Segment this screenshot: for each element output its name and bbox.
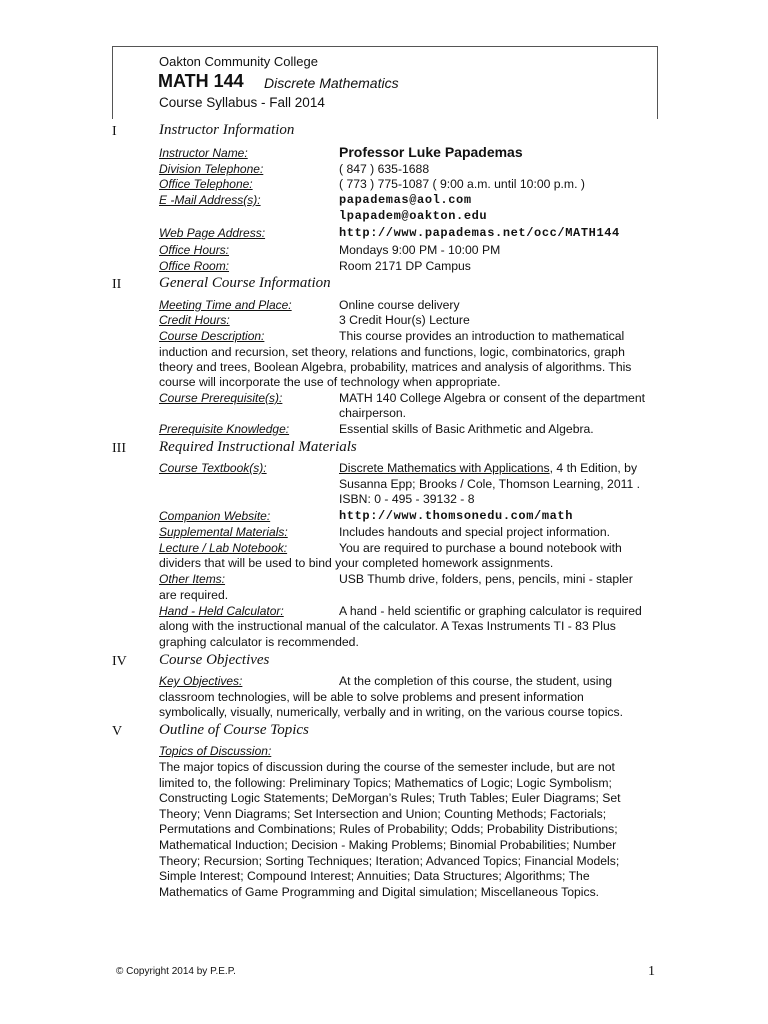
topics-line: Theory; Recursion; Sorting Techniques; Iteration; Advanced Topics; Financial Models; (159, 854, 620, 868)
division-telephone: ( 847 ) 635-1688 (339, 162, 430, 176)
topics-line: Permutations and Combinations; Rules of Probability; Odds; Probability Distributions; (159, 822, 618, 836)
label-office-room: Office Room: (159, 259, 230, 273)
label-prerequisites: Course Prerequisite(s): (159, 391, 283, 405)
office-hours: Mondays 9:00 PM - 10:00 PM (339, 243, 501, 257)
credit-hours: 3 Credit Hour(s) Lecture (339, 313, 470, 327)
web-page-link[interactable]: http://www.papademas.net/occ/MATH144 (339, 226, 620, 240)
section-title-instructor: Instructor Information (159, 122, 295, 138)
calculator-line: A hand - held scientific or graphing calculator is required (339, 604, 642, 618)
topics-line: The major topics of discussion during the course of the semester include, but are not (159, 760, 615, 774)
textbook-edition: , 4 th Edition, by (549, 461, 638, 475)
college-name: Oakton Community College (159, 54, 318, 69)
calculator-line: graphing calculator is recommended. (159, 635, 359, 649)
label-notebook: Lecture / Lab Notebook: (159, 541, 288, 555)
label-web-page: Web Page Address: (159, 226, 266, 240)
label-key-objectives: Key Objectives: (159, 674, 243, 688)
course-description-line: This course provides an introduction to mathematical (339, 329, 625, 343)
course-code: MATH 144 (158, 71, 244, 91)
course-description-line: course will incorporate the use of technology when appropriate. (159, 375, 501, 389)
topics-line: Mathematics of Game Programming and Digital simulation; Miscellaneous Topics. (159, 885, 600, 899)
copyright-footer: © Copyright 2014 by P.E.P. (116, 966, 236, 977)
label-division-telephone: Division Telephone: (159, 162, 264, 176)
topics-line: Theory; Venn Diagrams; Set Intersection and Union; Counting Methods; Factorials; (159, 807, 607, 821)
page-number: 1 (648, 964, 655, 979)
prerequisites-line: MATH 140 College Algebra or consent of the department (339, 391, 645, 405)
topics-line: Constructing Logic Statements; DeMorgan’s Rules; Truth Tables; Euler Diagrams; Set (159, 791, 621, 805)
section-title-materials: Required Instructional Materials (159, 439, 357, 455)
key-objectives-line: symbolically, visually, numerically, verbally and in writing, on the various course topics. (159, 705, 623, 719)
course-description-line: induction and recursion, set theory, relations and functions, logic, combinatorics, graph (159, 345, 625, 359)
office-telephone: ( 773 ) 775-1087 ( 9:00 a.m. until 10:00 p.m. ) (339, 177, 585, 191)
section-number: II (112, 277, 122, 292)
label-email: E -Mail Address(s): (159, 193, 261, 207)
topics-line: limited to, the following: Preliminary Topics; Mathematics of Logic; Logic Symbolism; (159, 776, 612, 790)
other-items-line: are required. (159, 588, 229, 602)
topics-line: Mathematical Induction; Decision - Making Problems; Binomial Probabilities; Number (159, 838, 617, 852)
label-other-items: Other Items: (159, 572, 226, 586)
syllabus-term: Course Syllabus - Fall 2014 (159, 95, 325, 110)
course-description-line: theory and trees, Boolean Algebra, probability, matrices and analysis of algorithms. This (159, 360, 632, 374)
key-objectives-line: classroom technologies, will be able to solve problems and present information (159, 690, 584, 704)
prerequisites-line: chairperson. (339, 406, 407, 420)
label-supplemental-materials: Supplemental Materials: (159, 525, 288, 539)
other-items-line: USB Thumb drive, folders, pens, pencils, mini - stapler (339, 572, 633, 586)
supplemental-materials: Includes handouts and special project information. (339, 525, 610, 539)
label-office-hours: Office Hours: (159, 243, 230, 257)
textbook-line: Susanna Epp; Brooks / Cole, Thomson Learning, 2011 . (339, 477, 641, 491)
notebook-line: dividers that will be used to bind your completed homework assignments. (159, 556, 554, 570)
topics-line: Simple Interest; Compound Interest; Annuities; Data Structures; Algorithms; The (159, 869, 590, 883)
label-credit-hours: Credit Hours: (159, 313, 230, 327)
label-topics: Topics of Discussion: (159, 744, 272, 758)
textbook-line (339, 461, 637, 475)
notebook-line: You are required to purchase a bound notebook with (339, 541, 622, 555)
label-companion-website: Companion Website: (159, 509, 271, 523)
label-course-description: Course Description: (159, 329, 265, 343)
email-address-2[interactable]: lpapadem@oakton.edu (339, 209, 488, 223)
label-meeting: Meeting Time and Place: (159, 298, 292, 312)
course-name: Discrete Mathematics (264, 75, 399, 91)
section-title-general: General Course Information (159, 275, 331, 291)
label-calculator: Hand - Held Calculator: (159, 604, 284, 618)
section-number: IV (112, 654, 127, 669)
companion-website-link[interactable]: http://www.thomsonedu.com/math (339, 509, 574, 523)
email-address-1[interactable]: papademas@aol.com (339, 193, 472, 207)
key-objectives-line: At the completion of this course, the student, using (339, 674, 613, 688)
calculator-line: along with the instructional manual of the calculator. A Texas Instruments TI - 83 Plus (159, 619, 616, 633)
section-number: III (112, 441, 126, 456)
instructor-name: Professor Luke Papademas (339, 144, 523, 160)
prerequisite-knowledge: Essential skills of Basic Arithmetic and Algebra. (339, 422, 594, 436)
section-number: I (112, 124, 117, 139)
label-textbook: Course Textbook(s): (159, 461, 267, 475)
label-office-telephone: Office Telephone: (159, 177, 253, 191)
section-title-outline: Outline of Course Topics (159, 722, 309, 738)
office-room: Room 2171 DP Campus (339, 259, 471, 273)
label-prerequisite-knowledge: Prerequisite Knowledge: (159, 422, 290, 436)
section-title-objectives: Course Objectives (159, 652, 270, 668)
label-instructor-name: Instructor Name: (159, 146, 248, 160)
textbook-title: Discrete Mathematics with Applications (339, 461, 550, 475)
textbook-isbn: ISBN: 0 - 495 - 39132 - 8 (339, 492, 475, 506)
meeting-time-place: Online course delivery (339, 298, 460, 312)
section-number: V (112, 724, 123, 739)
